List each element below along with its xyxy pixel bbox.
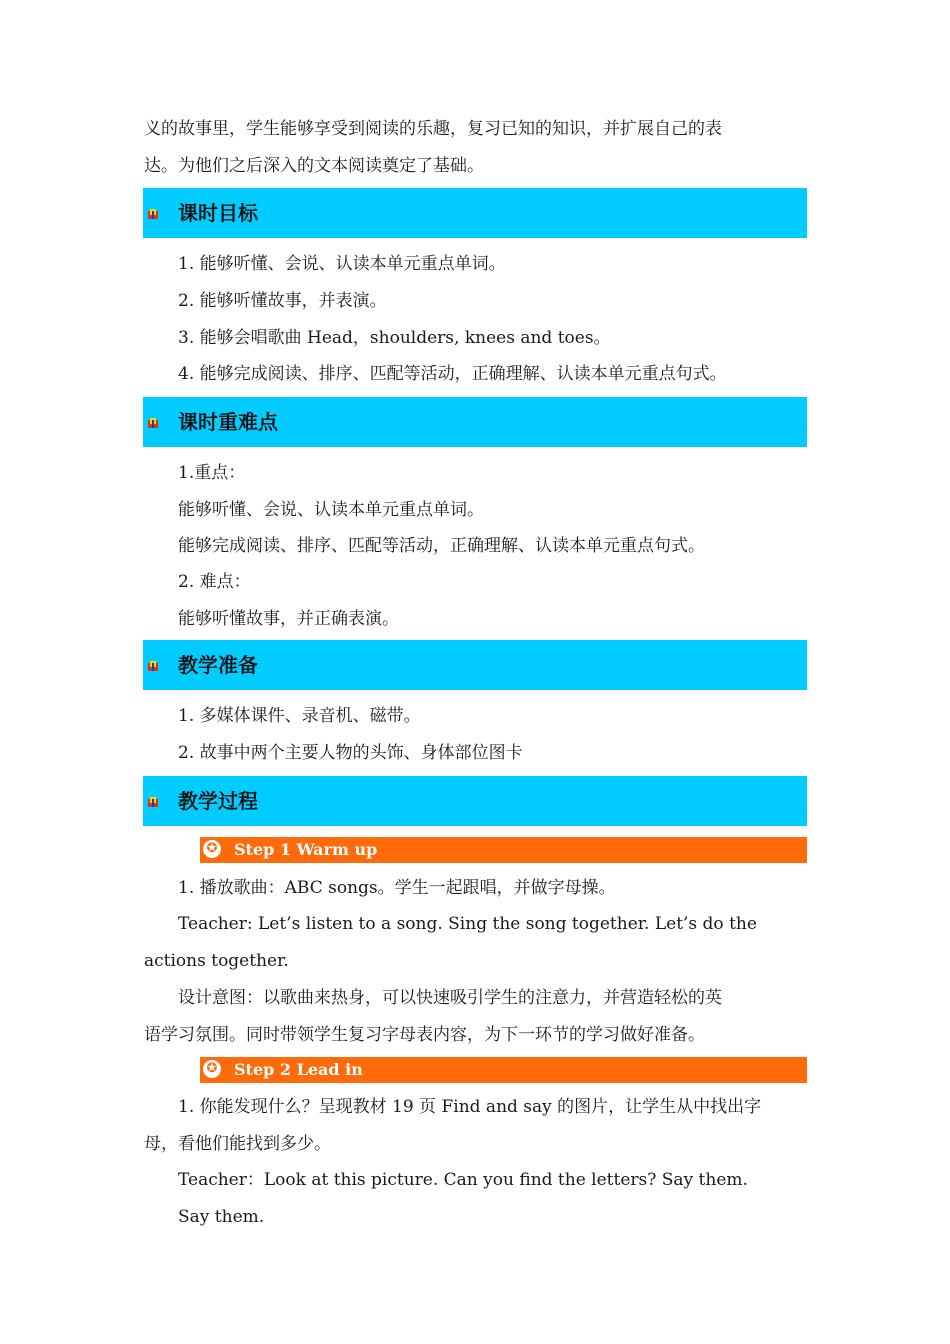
step-2-line-3: Teacher：Look at this picture. Can you find the letters? Say them.: [178, 1170, 748, 1190]
star-circle-icon: ✪: [203, 1060, 221, 1078]
book-bullet-icon: [147, 208, 159, 220]
section-header-process: [143, 776, 807, 826]
difficulty-label: 2. 难点：: [178, 572, 251, 592]
intro-line-2: 达。为他们之后深入的文本阅读奠定了基础。: [144, 156, 484, 176]
difficulty-item-1: 能够听懂故事，并正确表演。: [178, 609, 399, 629]
preparation-item-2: 2. 故事中两个主要人物的头饰、身体部位图卡: [178, 743, 523, 763]
section-header-objectives: [143, 188, 807, 238]
step-1-design-line-1: 设计意图：以歌曲来热身，可以快速吸引学生的注意力，并营造轻松的英: [178, 988, 722, 1008]
star-circle-icon: ✪: [203, 840, 221, 858]
objective-item-3: 3. 能够会唱歌曲 Head，shoulders, knees and toes。: [178, 328, 611, 348]
objective-item-4: 4. 能够完成阅读、排序、匹配等活动，正确理解、认读本单元重点句式。: [178, 364, 727, 384]
key-point-label: 1.重点：: [178, 463, 246, 483]
step-2-header: [200, 1057, 807, 1083]
book-bullet-icon: [147, 796, 159, 808]
step-2-line-4: Say them.: [178, 1207, 265, 1227]
step-1-label: Step 1 Warm up: [234, 840, 378, 859]
step-1-design-line-2: 语学习氛围。同时带领学生复习字母表内容，为下一环节的学习做好准备。: [144, 1025, 705, 1045]
step-1-line-3: actions together.: [144, 951, 289, 971]
book-bullet-icon: [147, 417, 159, 429]
preparation-item-1: 1. 多媒体课件、录音机、磁带。: [178, 706, 421, 726]
objective-item-2: 2. 能够听懂故事，并表演。: [178, 291, 387, 311]
section-title: 课时重难点: [178, 410, 278, 434]
section-header-key-points: [143, 397, 807, 447]
step-2-line-1: 1. 你能发现什么？呈现教材 19 页 Find and say 的图片，让学生从中找出字: [178, 1097, 762, 1117]
step-1-line-2: Teacher: Let’s listen to a song. Sing the song together. Let’s do the: [178, 914, 757, 934]
step-2-line-2: 母，看他们能找到多少。: [144, 1134, 331, 1154]
key-point-item-2: 能够完成阅读、排序、匹配等活动，正确理解、认读本单元重点句式。: [178, 536, 705, 556]
section-header-preparation: [143, 640, 807, 690]
step-1-header: [200, 837, 807, 863]
intro-line-1: 义的故事里，学生能够享受到阅读的乐趣，复习已知的知识，并扩展自己的表: [144, 119, 722, 139]
section-title: 教学过程: [178, 789, 258, 813]
step-2-label: Step 2 Lead in: [234, 1060, 363, 1079]
section-title: 课时目标: [178, 201, 258, 225]
section-title: 教学准备: [178, 653, 258, 677]
book-bullet-icon: [147, 660, 159, 672]
step-1-line-1: 1. 播放歌曲：ABC songs。学生一起跟唱，并做字母操。: [178, 878, 616, 898]
objective-item-1: 1. 能够听懂、会说、认读本单元重点单词。: [178, 254, 506, 274]
key-point-item-1: 能够听懂、会说、认读本单元重点单词。: [178, 500, 484, 520]
